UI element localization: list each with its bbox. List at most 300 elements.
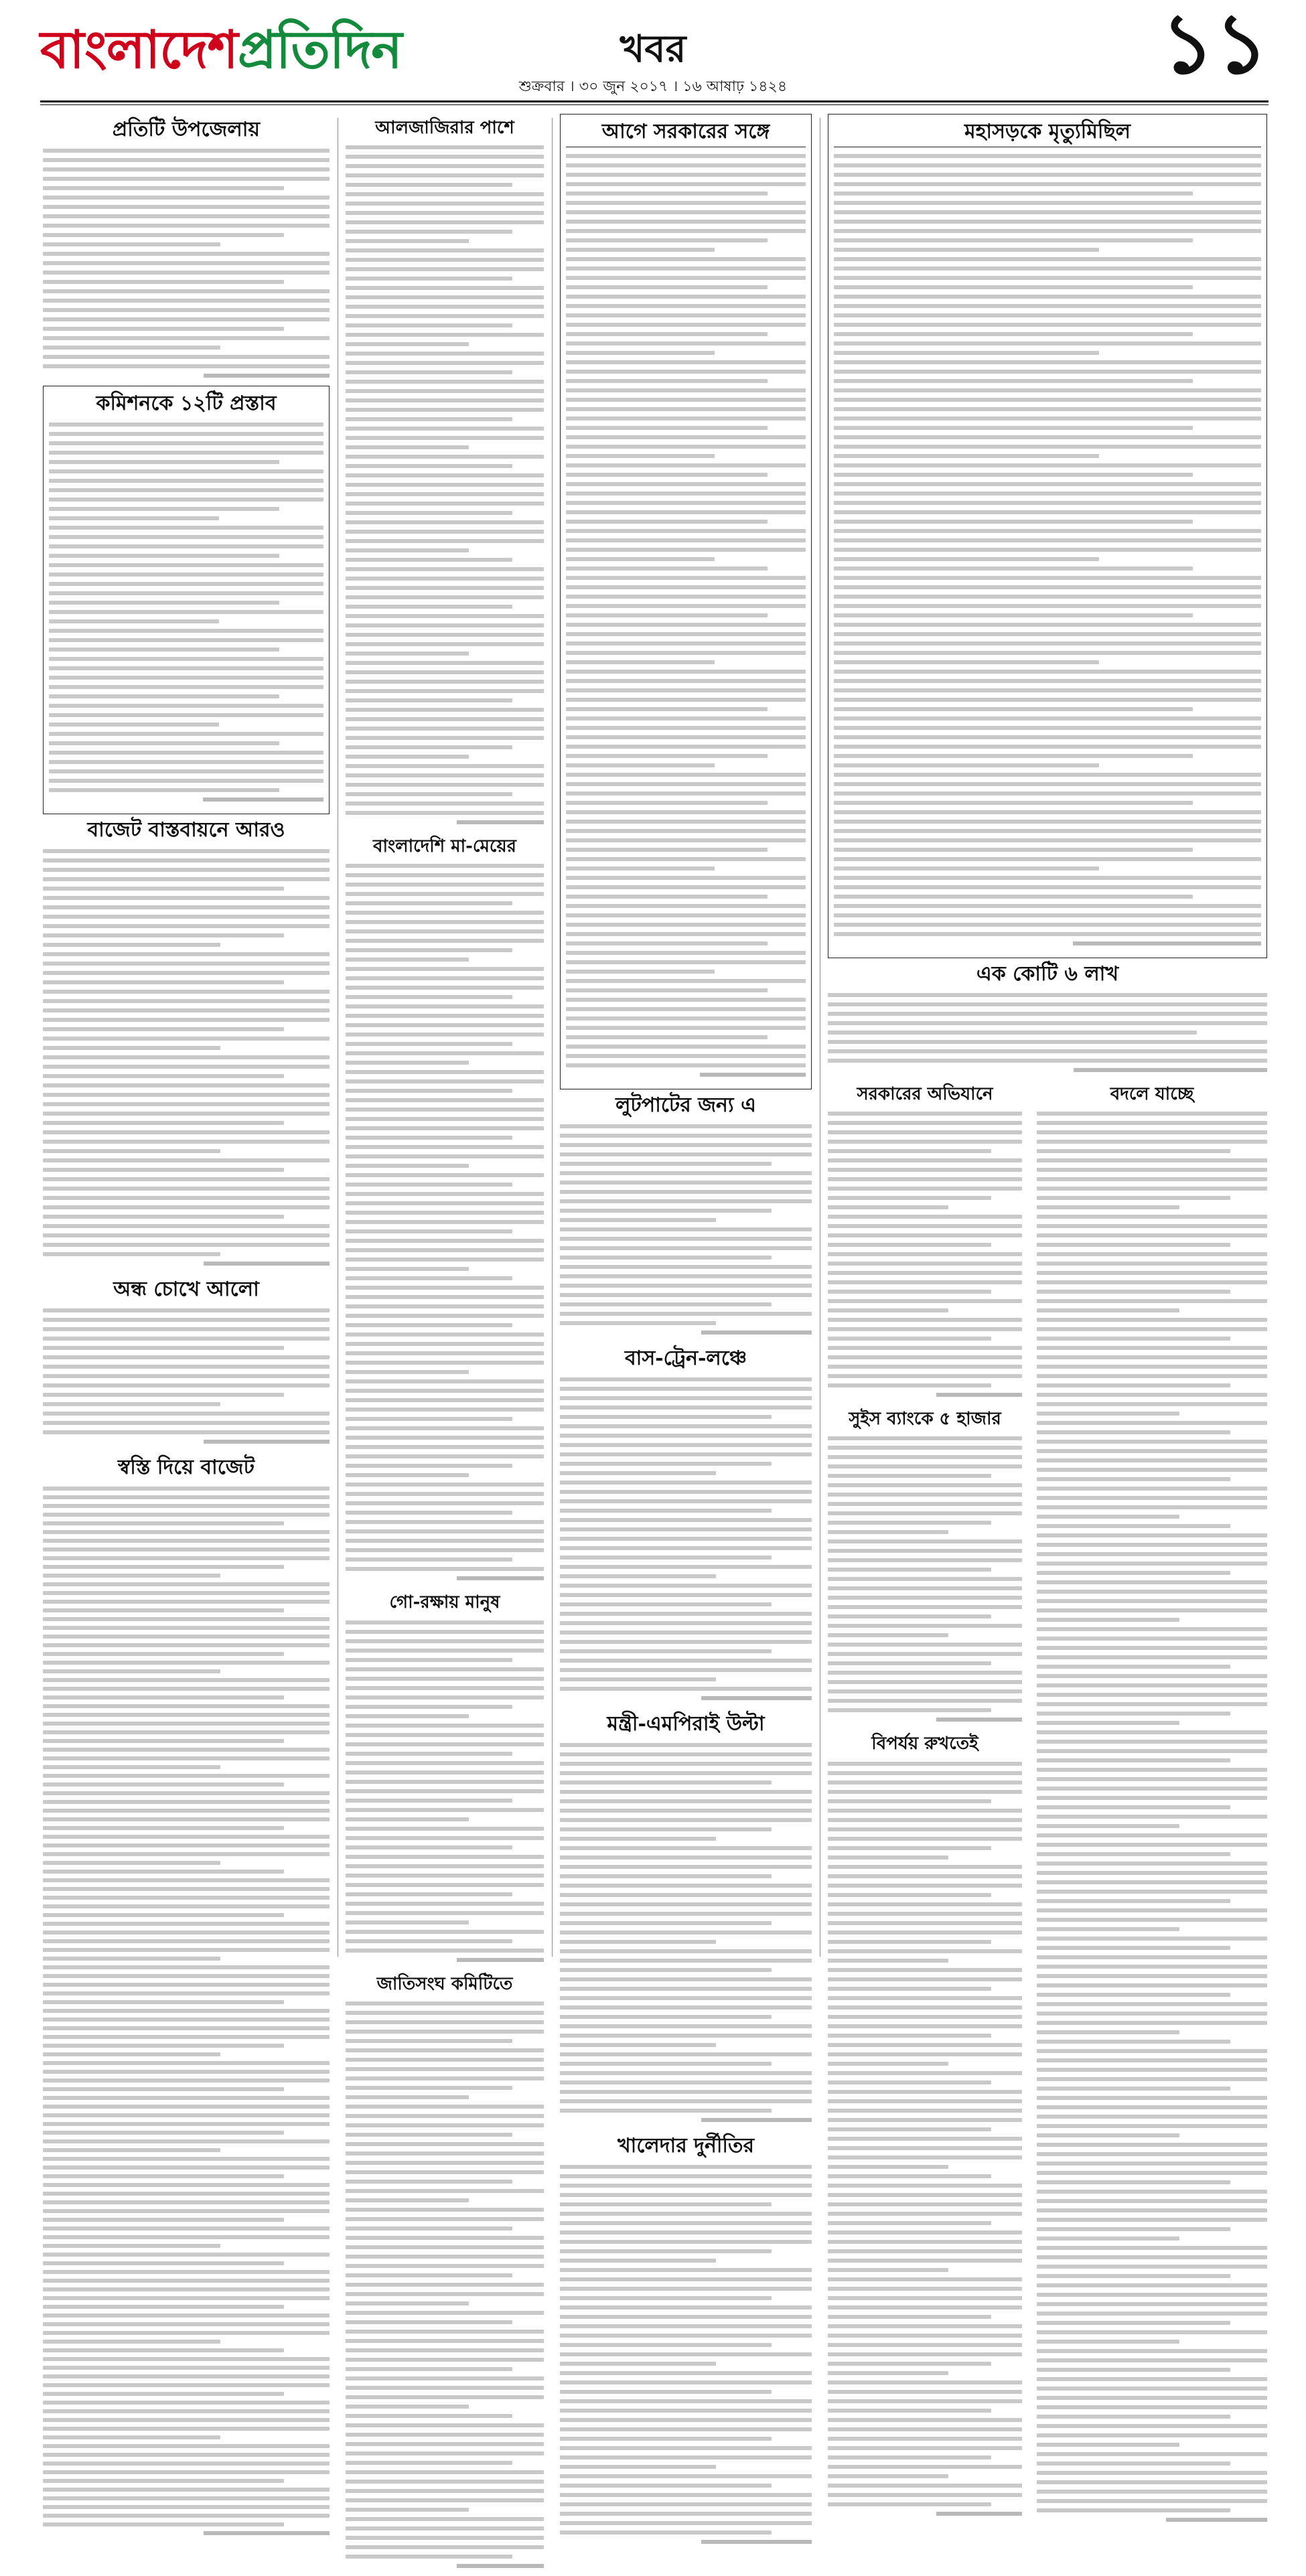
text-line-placeholder [560,1481,812,1485]
text-line-placeholder [828,1586,1022,1590]
text-line-placeholder [560,1256,772,1260]
text-line-placeholder [43,1513,330,1517]
text-line-placeholder [828,2230,1022,2234]
text-line-placeholder [566,295,806,299]
text-line-placeholder [1037,1280,1267,1284]
text-line-placeholder [834,304,1261,308]
text-line-placeholder [346,1630,544,1634]
text-line-placeholder [43,2192,330,2196]
text-line-placeholder [834,426,1193,430]
text-line-placeholder [1037,2405,1267,2409]
text-line-placeholder [834,866,1099,870]
text-line-placeholder [1037,2124,1267,2128]
text-line-placeholder [43,1421,330,1425]
text-line-placeholder [346,1939,512,1943]
text-line-placeholder [49,451,323,455]
text-line-placeholder [346,286,544,290]
text-line-placeholder [834,820,1261,824]
text-line-placeholder [560,1302,772,1306]
text-line-placeholder [346,2226,512,2230]
date-line: শুক্রবার । ৩০ জুন ২০১৭ । ১৬ আষাঢ় ১৪২৪ [518,78,788,95]
continuation-line-placeholder [457,2564,544,2568]
text-line-placeholder [43,2096,330,2100]
text-line-placeholder [43,1008,330,1012]
text-line-placeholder [560,1968,772,1972]
text-line-placeholder [1037,2021,1267,2025]
text-line-placeholder [346,652,469,656]
text-line-placeholder [566,670,806,674]
text-line-placeholder [346,2142,544,2146]
text-line-placeholder [828,1049,1267,1053]
text-line-placeholder [43,1140,330,1144]
text-line-placeholder [560,1809,812,1813]
text-line-placeholder [828,2015,1022,2019]
text-line-placeholder [566,342,806,346]
text-line-placeholder [828,1930,1022,1935]
text-line-placeholder [43,1965,330,1969]
text-line-placeholder [346,802,544,806]
text-line-placeholder [566,1063,806,1067]
text-line-placeholder [346,642,544,646]
text-line-placeholder [1037,2293,1267,2297]
text-line-placeholder [560,2071,812,2075]
text-line-placeholder [828,1040,1267,1044]
text-line-placeholder [560,2005,812,2010]
text-line-placeholder [346,1529,544,1533]
text-line-placeholder [43,1713,330,1717]
text-line-placeholder [49,751,323,755]
text-line-placeholder [560,2352,812,2356]
text-line-placeholder [346,1473,469,1477]
text-line-placeholder [560,1509,772,1513]
text-line-placeholder [346,1949,544,1953]
text-line-placeholder [49,591,323,595]
text-line-placeholder [43,1374,330,1378]
text-line-placeholder [346,1098,544,1102]
text-line-placeholder [43,2496,330,2500]
text-line-placeholder [828,1205,948,1209]
text-line-placeholder [834,210,1261,214]
text-line-placeholder [49,648,279,652]
story [560,1347,812,1708]
story-headline: এক কোটি ৬ লাখ [976,962,1119,986]
text-line-placeholder [43,2044,284,2048]
text-line-placeholder [346,1351,544,1355]
text-line-placeholder [828,2399,1022,2403]
text-line-placeholder [49,507,279,511]
text-line-placeholder [43,877,330,881]
text-line-placeholder [43,1722,330,1726]
continuation-line-placeholder [204,1440,330,1444]
story-headline: মন্ত্রী-এমপিরাই উল্টা [607,1712,765,1736]
story [346,1974,544,2576]
text-line-placeholder [566,416,806,421]
text-line-placeholder [346,614,544,618]
text-line-placeholder [828,1809,1022,1813]
text-line-placeholder [1037,1730,1267,1734]
text-line-placeholder [43,2374,330,2378]
text-line-placeholder [834,445,1261,449]
text-line-placeholder [346,2405,469,2409]
text-line-placeholder [43,1224,330,1228]
text-line-placeholder [834,238,1193,242]
story-body [43,848,330,1274]
text-line-placeholder [828,2362,991,2366]
text-line-placeholder [560,2249,772,2253]
text-line-placeholder [1037,1365,1267,1369]
text-line-placeholder [560,2184,812,2188]
text-line-placeholder [43,2078,330,2082]
text-line-placeholder [828,1605,1022,1609]
text-line-placeholder [1037,2199,1267,2203]
story [828,962,1267,1080]
text-line-placeholder [1037,1815,1267,1819]
text-line-placeholder [43,327,284,331]
text-line-placeholder [1037,2443,1179,2447]
text-line-placeholder [43,1635,330,1639]
text-line-placeholder [43,1852,330,1856]
text-line-placeholder [828,1483,1022,1487]
text-line-placeholder [1037,1533,1267,1537]
text-line-placeholder [828,2502,991,2506]
text-line-placeholder [1037,1112,1267,1116]
text-line-placeholder [346,577,544,581]
text-line-placeholder [828,1558,1022,1562]
text-line-placeholder [43,1678,330,1682]
text-line-placeholder [346,939,544,943]
text-line-placeholder [828,1846,991,1850]
text-line-placeholder [43,1800,330,1804]
text-line-placeholder [828,1781,1022,1785]
text-line-placeholder [346,2180,512,2184]
text-line-placeholder [834,763,1099,767]
text-line-placeholder [828,2099,1022,2103]
text-line-placeholder [566,688,806,692]
text-line-placeholder [43,1930,330,1935]
text-line-placeholder [346,267,544,271]
text-line-placeholder [346,1911,544,1915]
text-line-placeholder [346,661,544,665]
text-line-placeholder [1037,1290,1230,1294]
text-line-placeholder [834,754,1193,758]
text-line-placeholder [566,520,768,524]
text-line-placeholder [346,2480,544,2484]
text-line-placeholder [346,1836,544,1840]
text-line-placeholder [560,2202,772,2206]
text-line-placeholder [566,895,768,899]
text-line-placeholder [43,1308,330,1312]
text-line-placeholder [346,2114,544,2118]
text-line-placeholder [560,1574,716,1578]
text-line-placeholder [346,2367,512,2371]
text-line-placeholder [346,389,544,393]
text-line-placeholder [346,1201,544,1205]
text-line-placeholder [43,1074,284,1078]
text-line-placeholder [560,2165,812,2169]
text-line-placeholder [828,2024,1022,2028]
text-line-placeholder [560,1677,716,1681]
text-line-placeholder [346,464,512,468]
text-line-placeholder [346,1548,544,1552]
text-line-placeholder [560,2287,812,2291]
text-line-placeholder [560,1902,812,1906]
text-line-placeholder [43,1337,330,1341]
text-line-placeholder [346,2348,544,2352]
text-line-placeholder [560,2343,772,2347]
text-line-placeholder [346,2545,544,2549]
text-line-placeholder [346,2170,544,2174]
text-line-placeholder [566,576,806,580]
text-line-placeholder [346,1126,544,1130]
story [43,818,330,1274]
text-line-placeholder [828,2446,1022,2450]
text-line-placeholder [560,1593,812,1597]
text-line-placeholder [828,2165,948,2169]
text-line-placeholder [43,1904,330,1908]
text-line-placeholder [834,726,1261,730]
text-line-placeholder [828,1884,1022,1888]
text-line-placeholder [560,2296,772,2300]
story-body [346,862,544,1588]
text-line-placeholder [560,2530,772,2534]
text-line-placeholder [43,196,330,200]
text-line-placeholder [346,342,469,346]
text-line-placeholder [346,1183,512,1187]
text-line-placeholder [346,455,544,459]
text-line-placeholder [1037,2283,1267,2287]
text-line-placeholder [834,557,1099,561]
story-body [560,1123,812,1343]
text-line-placeholder [346,967,544,971]
text-line-placeholder [566,1045,806,1049]
text-line-placeholder [43,2052,220,2056]
text-line-placeholder [834,698,1261,702]
text-line-placeholder [43,1121,284,1125]
text-line-placeholder [566,716,806,721]
text-line-placeholder [828,2427,1022,2431]
text-line-placeholder [346,2208,544,2212]
story [560,114,812,1089]
continuation-line-placeholder [1166,2518,1267,2522]
text-line-placeholder [560,1246,812,1250]
text-line-placeholder [346,901,512,905]
text-line-placeholder [834,407,1261,411]
text-line-placeholder [346,2264,544,2268]
text-line-placeholder [1037,1721,1179,1725]
text-line-placeholder [346,1145,544,1149]
text-line-placeholder [43,1695,284,1699]
text-line-placeholder [346,2517,544,2521]
text-line-placeholder [566,238,768,242]
text-line-placeholder [560,2090,812,2094]
text-line-placeholder [828,1177,1022,1181]
text-line-placeholder [828,1661,991,1665]
continuation-line-placeholder [203,798,323,802]
text-line-placeholder [566,754,768,758]
text-line-placeholder [43,1168,284,1172]
story [1037,1080,1267,2530]
text-line-placeholder [828,1224,1022,1228]
story-headline: বিপর্যয় রুখতেই [871,1734,978,1754]
text-line-placeholder [560,2334,812,2338]
text-line-placeholder [566,491,806,496]
text-line-placeholder [560,2062,772,2066]
text-line-placeholder [43,1948,330,1952]
text-line-placeholder [566,201,806,205]
text-line-placeholder [560,1452,812,1456]
text-line-placeholder [560,1771,812,1775]
text-line-placeholder [346,202,544,206]
text-line-placeholder [346,2283,544,2287]
story-body [49,421,323,810]
text-line-placeholder [828,2324,1022,2328]
story-body [560,1742,812,2130]
text-line-placeholder [1037,2068,1267,2072]
text-line-placeholder [346,1136,512,1140]
text-line-placeholder [828,2474,948,2478]
text-line-placeholder [834,538,1261,542]
story-pair [828,1080,1267,2530]
text-line-placeholder [566,173,806,177]
text-line-placeholder [560,1162,772,1166]
text-line-placeholder [834,388,1261,392]
text-line-placeholder [566,398,806,402]
text-line-placeholder [828,1614,991,1618]
text-line-placeholder [49,741,279,745]
continuation-line-placeholder [936,1718,1022,1722]
story-body [346,144,544,832]
text-line-placeholder [834,641,1261,646]
text-line-placeholder [43,1187,330,1191]
text-line-placeholder [560,2446,812,2450]
text-line-placeholder [346,2470,544,2474]
continuation-line-placeholder [204,1262,330,1266]
text-line-placeholder [346,1192,544,1196]
text-line-placeholder [346,1323,512,1327]
text-line-placeholder [346,2498,544,2502]
text-line-placeholder [346,1314,544,1318]
text-line-placeholder [560,2493,812,2497]
text-line-placeholder [346,727,544,731]
text-line-placeholder [43,1617,330,1621]
text-line-placeholder [346,783,544,787]
text-line-placeholder [560,2212,812,2216]
text-line-placeholder [1037,1121,1267,1125]
text-line-placeholder [346,892,544,896]
text-line-placeholder [560,1471,716,1475]
text-line-placeholder [346,502,544,506]
text-line-placeholder [566,285,768,289]
text-line-placeholder [1037,1899,1230,1903]
text-line-placeholder [828,2409,991,2413]
text-line-placeholder [346,2198,469,2202]
text-line-placeholder [43,1957,220,1961]
text-line-placeholder [43,1591,330,1595]
text-line-placeholder [43,2157,330,2161]
text-line-placeholder [566,773,806,777]
story [346,836,544,1588]
text-line-placeholder [560,1668,812,1672]
text-line-placeholder [1037,2471,1267,2475]
text-line-placeholder [1037,2255,1267,2259]
text-line-placeholder [346,1667,544,1671]
text-line-placeholder [43,1765,220,1769]
text-line-placeholder [346,1464,512,1468]
text-line-placeholder [560,2502,812,2506]
text-line-placeholder [834,679,1261,683]
text-line-placeholder [43,1817,330,1821]
text-line-placeholder [828,2305,1022,2309]
text-line-placeholder [1037,1299,1267,1303]
story-body [43,1307,330,1452]
text-line-placeholder [828,2268,948,2272]
text-line-placeholder [560,1190,812,1194]
text-line-placeholder [43,1018,330,1022]
text-line-placeholder [43,1130,330,1134]
text-line-placeholder [346,792,512,796]
text-line-placeholder [346,1483,544,1487]
text-line-placeholder [346,1639,544,1643]
text-line-placeholder [560,1556,772,1560]
text-line-placeholder [828,1530,948,1534]
text-line-placeholder [1037,1383,1230,1387]
text-line-placeholder [43,2383,330,2387]
text-line-placeholder [346,1742,544,1746]
text-line-placeholder [834,735,1261,739]
text-line-placeholder [566,1007,806,1011]
text-line-placeholder [1037,1346,1267,1350]
text-line-placeholder [1037,2012,1267,2016]
text-line-placeholder [346,2189,544,2193]
text-line-placeholder [834,707,1193,711]
continuation-line-placeholder [701,1696,812,1700]
text-line-placeholder [834,257,1261,261]
story-body [828,1435,1022,1730]
text-line-placeholder [346,314,544,318]
text-line-placeholder [43,1783,284,1787]
text-line-placeholder [834,482,1261,486]
story-headline: প্রতিটি উপজেলায় [112,118,261,141]
text-line-placeholder [828,1346,1022,1350]
text-line-placeholder [43,2148,220,2152]
text-line-placeholder [49,535,323,539]
story [560,2134,812,2552]
text-line-placeholder [828,2118,1022,2122]
text-line-placeholder [1037,2171,1267,2175]
text-line-placeholder [828,1689,1022,1693]
text-line-placeholder [560,1527,812,1531]
text-line-placeholder [1037,2049,1267,2053]
text-line-placeholder [1037,1955,1267,1959]
text-line-placeholder [49,788,279,792]
text-line-placeholder [43,1896,330,1900]
text-line-placeholder [828,2277,1022,2281]
text-line-placeholder [346,764,544,768]
text-line-placeholder [43,2253,330,2257]
text-line-placeholder [560,1996,812,2000]
text-line-placeholder [346,1117,544,1121]
text-line-placeholder [43,1878,330,1882]
text-line-placeholder [1037,1618,1179,1622]
text-line-placeholder [346,1770,544,1774]
text-line-placeholder [1037,1224,1267,1228]
text-line-placeholder [43,2427,330,2431]
text-line-placeholder [566,1026,806,1030]
text-line-placeholder [560,2455,812,2459]
text-line-placeholder [560,1181,812,1185]
text-line-placeholder [346,1042,512,1046]
text-line-placeholder [1037,2415,1230,2419]
